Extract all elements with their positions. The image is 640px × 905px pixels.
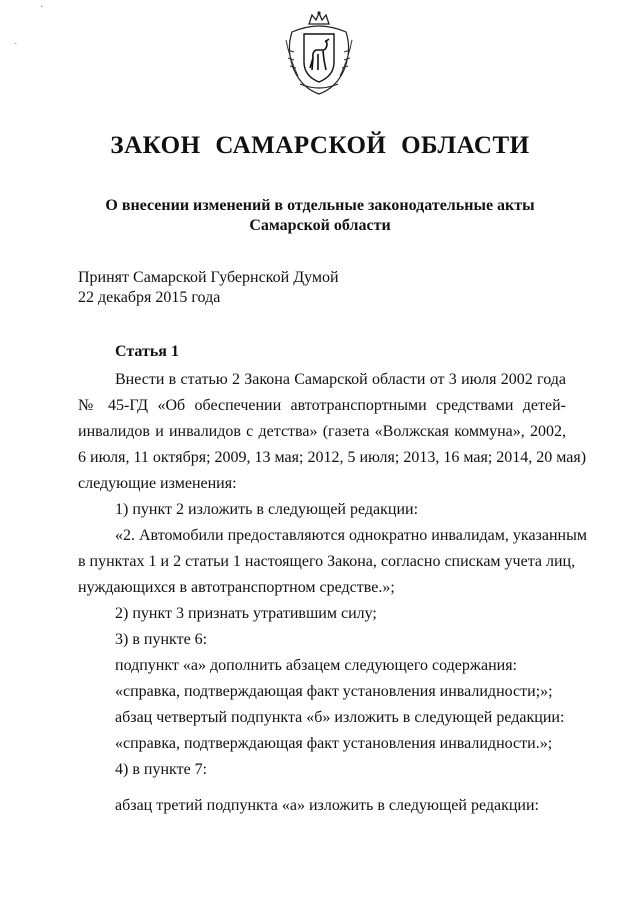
article-text-line: инвалидов и инвалидов с детства» (газета «Волжская коммуна», 2002, [78,423,566,440]
article-text-line: подпункт «а» дополнить абзацем следующего содержания: [115,657,517,674]
adoption-date: 22 декабря 2015 года [78,289,221,306]
article-text-line: нуждающихся в автотранспортном средстве.»; [78,579,395,596]
law-subtitle [0,196,640,236]
article-text-line: абзац третий подпункта «а» изложить в следующей редакции: [115,797,539,814]
article-text-line: 3) в пункте 6: [115,631,208,648]
law-title: ЗАКОН САМАРСКОЙ ОБЛАСТИ [110,132,530,159]
article-text-line: 6 июля, 11 октября; 2009, 13 мая; 2012, 5 июля; 2013, 16 мая; 2014, 20 мая) [78,449,587,466]
scan-mark: · [40,2,44,13]
article-text-line: «справка, подтверждающая факт установления инвалидности.»; [115,735,553,752]
adoption-body: Принят Самарской Губернской Думой [78,269,339,286]
article-text-line: 4) в пункте 7: [115,761,208,778]
article-text-line: «2. Автомобили предоставляются однократно инвалидам, указанным [115,527,587,544]
article-text-line: абзац четвертый подпункта «б» изложить в следующей редакции: [115,709,565,726]
article-heading: Статья 1 [115,343,179,360]
subtitle-line: О внесении изменений в отдельные законодательные акты [105,197,535,214]
subtitle-line: Самарской области [249,217,391,234]
article-text-line: № 45-ГД «Об обеспечении автотранспортными средствами детей- [78,397,566,414]
coat-of-arms-emblem [282,10,356,96]
article-text-line: следующие изменения: [78,475,237,492]
article-text-line: 2) пункт 3 признать утратившим силу; [115,605,377,622]
article-text-line: Внести в статью 2 Закона Самарской области от 3 июля 2002 года [115,371,566,388]
article-text-line: 1) пункт 2 изложить в следующей редакции: [115,501,419,518]
adoption-info [78,268,339,308]
scan-mark: ˏ [14,34,18,45]
article-text-line: «справка, подтверждающая факт установления инвалидности;»; [115,683,553,700]
article-text-line: в пунктах 1 и 2 статьи 1 настоящего Закона, согласно спискам учета лиц, [78,553,576,570]
